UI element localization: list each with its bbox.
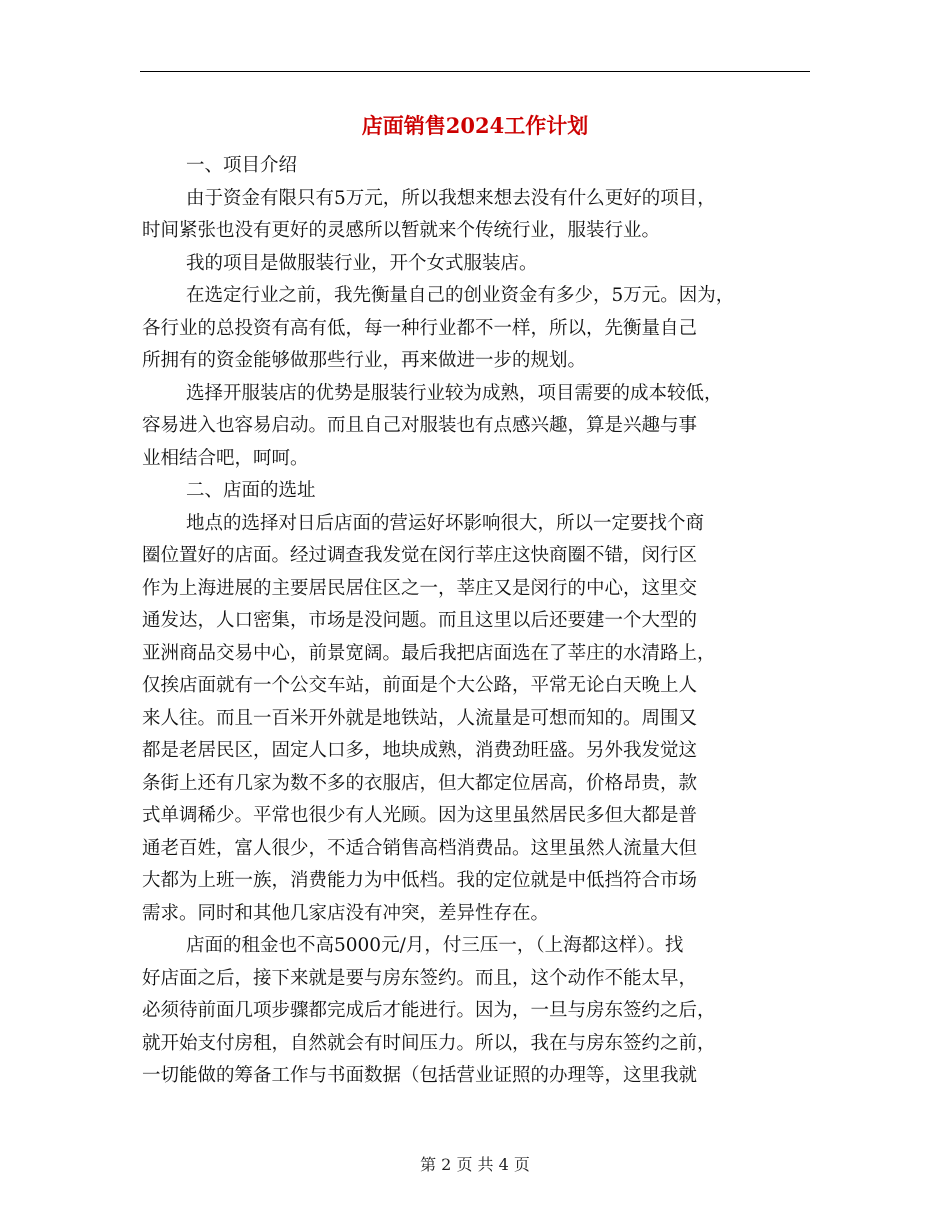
text-line: 选择开服装店的优势是服装行业较为成熟，项目需要的成本较低， <box>186 382 723 404</box>
text-line: 条街上还有几家为数不多的衣服店，但大都定位居高，价格昂贵，款 <box>142 772 698 794</box>
text-line: 地点的选择对日后店面的营运好坏影响很大，所以一定要找个商 <box>186 512 705 534</box>
text-line: 所拥有的资金能够做那些行业，再来做进一步的规划。 <box>142 350 587 371</box>
text-line: 好店面之后，接下来就是要与房东签约。而且，这个动作不能太早， <box>142 967 698 989</box>
text-line: 店面的租金也不高5000元/月，付三压一，（上海都这样）。找 <box>186 935 684 956</box>
page-footer: 第 2 页 共 4 页 <box>420 1155 530 1174</box>
header-rule <box>140 71 810 72</box>
text-line: 仅挨店面就有一个公交车站，前面是个大公路，平常无论白天晚上人 <box>142 675 698 696</box>
text-line: 由于资金有限只有5万元，所以我想来想去没有什么更好的项目， <box>186 187 716 209</box>
text-line: 需求。同时和其他几家店没有冲突，差异性存在。 <box>142 902 550 924</box>
text-line: 我的项目是做服装行业，开个女式服装店。 <box>186 252 538 274</box>
text-line: 必须待前面几项步骤都完成后才能进行。因为，一旦与房东签约之后， <box>142 1000 716 1021</box>
text-line: 圈位置好的店面。经过调查我发觉在闵行莘庄这快商圈不错，闵行区 <box>142 545 698 566</box>
text-line: 一切能做的筹备工作与书面数据（包括营业证照的办理等，这里我就 <box>142 1065 698 1086</box>
text-line: 各行业的总投资有高有低，每一种行业都不一样，所以，先衡量自己 <box>142 317 698 339</box>
text-line: 二、店面的选址 <box>186 480 316 501</box>
document-body <box>142 150 814 1093</box>
text-line: 大都为上班一族，消费能力为中低档。我的定位就是中低挡符合市场 <box>142 870 698 891</box>
document-title: 店面销售2024工作计划 <box>361 113 589 138</box>
text-line: 容易进入也容易启动。而且自己对服装也有点感兴趣，算是兴趣与事 <box>142 415 698 436</box>
text-line: 一、项目介绍 <box>186 155 298 176</box>
text-line: 作为上海进展的主要居民居住区之一，莘庄又是闵行的中心，这里交 <box>142 577 698 599</box>
text-line: 来人往。而且一百米开外就是地铁站，人流量是可想而知的。周围又 <box>142 707 698 729</box>
text-line: 式单调稀少。平常也很少有人光顾。因为这里虽然居民多但大都是普 <box>142 805 698 826</box>
text-line: 通老百姓，富人很少，不适合销售高档消费品。这里虽然人流量大但 <box>142 837 698 859</box>
text-line: 在选定行业之前，我先衡量自己的创业资金有多少，5万元。因为， <box>186 285 735 306</box>
text-line: 都是老居民区，固定人口多，地块成熟，消费劲旺盛。另外我发觉这 <box>142 740 698 761</box>
text-line: 业相结合吧，呵呵。 <box>142 447 309 469</box>
text-line: 亚洲商品交易中心，前景宽阔。最后我把店面选在了莘庄的水清路上， <box>142 642 716 664</box>
text-line: 时间紧张也没有更好的灵感所以暂就来个传统行业，服装行业。 <box>142 220 661 241</box>
text-line: 通发达，人口密集，市场是没问题。而且这里以后还要建一个大型的 <box>142 610 698 631</box>
text-line: 就开始支付房租，自然就会有时间压力。所以，我在与房东签约之前， <box>142 1032 716 1054</box>
